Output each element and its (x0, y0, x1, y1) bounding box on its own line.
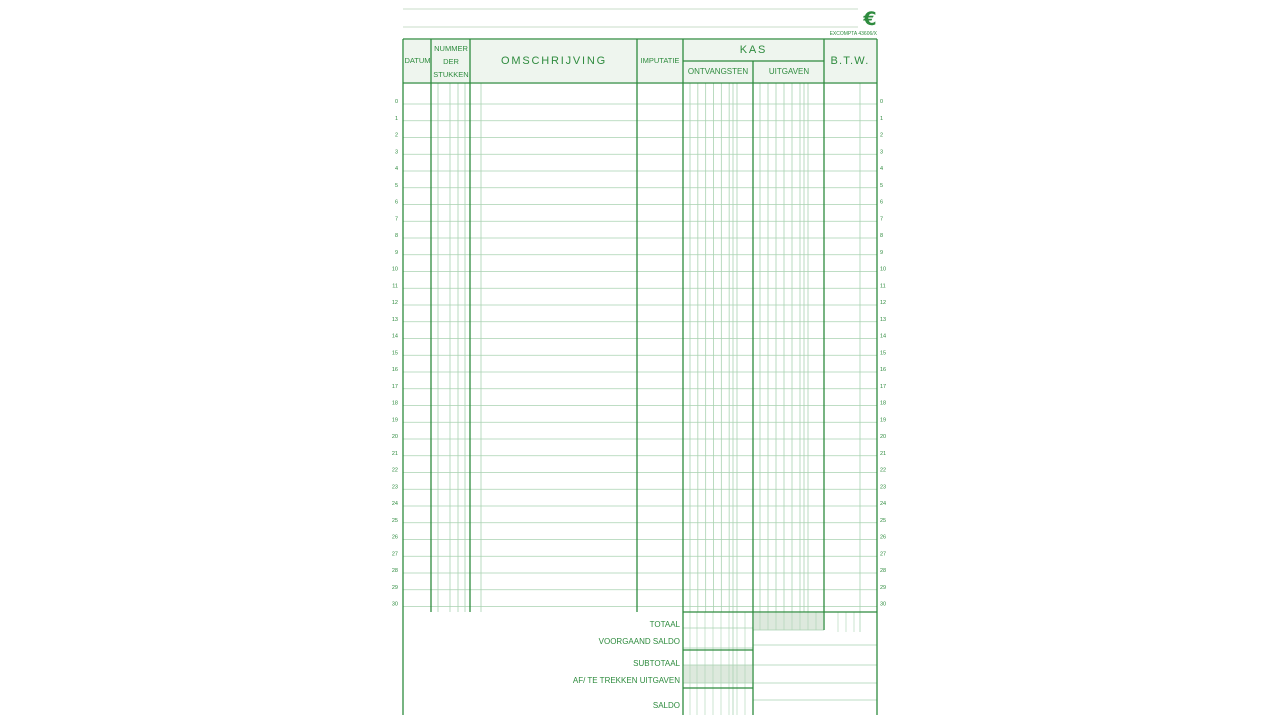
af-te-trekken-shade (684, 665, 752, 683)
row-number: 29 (880, 584, 887, 591)
row-number: 11 (392, 283, 398, 290)
row-number: 19 (880, 417, 887, 424)
row-number: 21 (391, 450, 398, 457)
header-der: DER (443, 57, 459, 66)
row-number: 23 (391, 484, 398, 491)
row-number: 25 (391, 517, 398, 524)
row-number: 6 (880, 199, 884, 206)
ruled-lines (403, 104, 877, 700)
row-number: 5 (394, 182, 398, 189)
row-number: 17 (391, 383, 398, 390)
row-number: 6 (394, 199, 398, 206)
header-uitgaven: UITGAVEN (768, 67, 810, 76)
row-number: 22 (880, 467, 887, 474)
shaded-cells (404, 40, 876, 683)
row-number: 23 (880, 484, 887, 491)
euro-icon: € (863, 8, 877, 30)
row-number: 8 (880, 233, 884, 239)
label-subtotaal: SUBTOTAAL (633, 659, 680, 668)
row-number: 28 (880, 568, 887, 574)
row-number: 8 (394, 233, 398, 239)
row-number: 12 (391, 300, 398, 306)
row-number: 0 (394, 99, 398, 105)
row-number: 10 (391, 266, 398, 273)
row-number: 16 (391, 367, 398, 373)
row-number: 13 (880, 316, 887, 323)
row-number: 14 (880, 333, 887, 340)
row-number: 7 (880, 216, 884, 223)
row-number: 3 (880, 149, 884, 156)
label-totaal: TOTAAL (649, 620, 680, 629)
row-number: 5 (880, 182, 884, 189)
row-number: 11 (880, 283, 886, 290)
row-number: 20 (880, 434, 887, 440)
header-btw: B.T.W. (830, 55, 870, 67)
header-omschrijving: OMSCHRIJVING (501, 55, 607, 67)
row-number: 27 (391, 551, 398, 558)
row-number: 1 (394, 115, 398, 122)
row-number: 30 (880, 601, 887, 608)
row-number: 27 (880, 551, 887, 558)
row-number: 18 (880, 400, 887, 407)
row-number: 26 (880, 534, 887, 541)
row-number: 0 (880, 99, 884, 105)
header-nummer: NUMMER (434, 44, 468, 53)
row-number: 9 (394, 249, 398, 256)
row-number: 16 (880, 367, 887, 373)
row-number: 3 (394, 149, 398, 156)
row-number: 15 (880, 350, 887, 357)
row-number: 14 (391, 333, 398, 340)
header-kas: KAS (739, 44, 768, 56)
row-number: 10 (880, 266, 887, 273)
label-saldo: SALDO (652, 701, 680, 710)
row-number: 21 (880, 450, 887, 457)
header-ontvangsten: ONTVANGSTEN (687, 67, 749, 76)
label-af-te-trekken-uitgaven: AF/ TE TREKKEN UITGAVEN (572, 676, 680, 685)
row-number: 22 (391, 467, 398, 474)
row-number: 25 (880, 517, 887, 524)
row-numbers-right (880, 99, 886, 608)
row-number: 30 (391, 601, 398, 608)
header-datum: DATUM (404, 56, 431, 65)
row-number: 13 (391, 316, 398, 323)
row-number: 18 (391, 400, 398, 407)
row-number: 19 (391, 417, 398, 424)
totaal-uitgaven-shade (754, 613, 823, 630)
row-number: 7 (394, 216, 398, 223)
row-number: 15 (391, 350, 398, 357)
row-number: 26 (391, 534, 398, 541)
row-number: 20 (391, 434, 398, 440)
row-number: 28 (391, 568, 398, 574)
row-number: 12 (880, 300, 887, 306)
row-number: 9 (880, 249, 884, 256)
row-number: 24 (391, 501, 398, 507)
product-code: EXCOMPTA 43606/X (829, 31, 877, 37)
row-number: 2 (880, 132, 884, 139)
row-numbers-left (392, 99, 398, 608)
row-number: 1 (880, 115, 884, 122)
row-number: 24 (880, 501, 887, 507)
header-imputatie: IMPUTATIE (640, 56, 680, 65)
header-stukken: STUKKEN (433, 70, 469, 79)
row-number: 4 (880, 166, 884, 172)
label-voorgaand-saldo: VOORGAAND SALDO (598, 637, 680, 646)
row-number: 29 (391, 584, 398, 591)
row-number: 17 (880, 383, 887, 390)
row-number: 2 (394, 132, 398, 139)
row-number: 4 (394, 166, 398, 172)
